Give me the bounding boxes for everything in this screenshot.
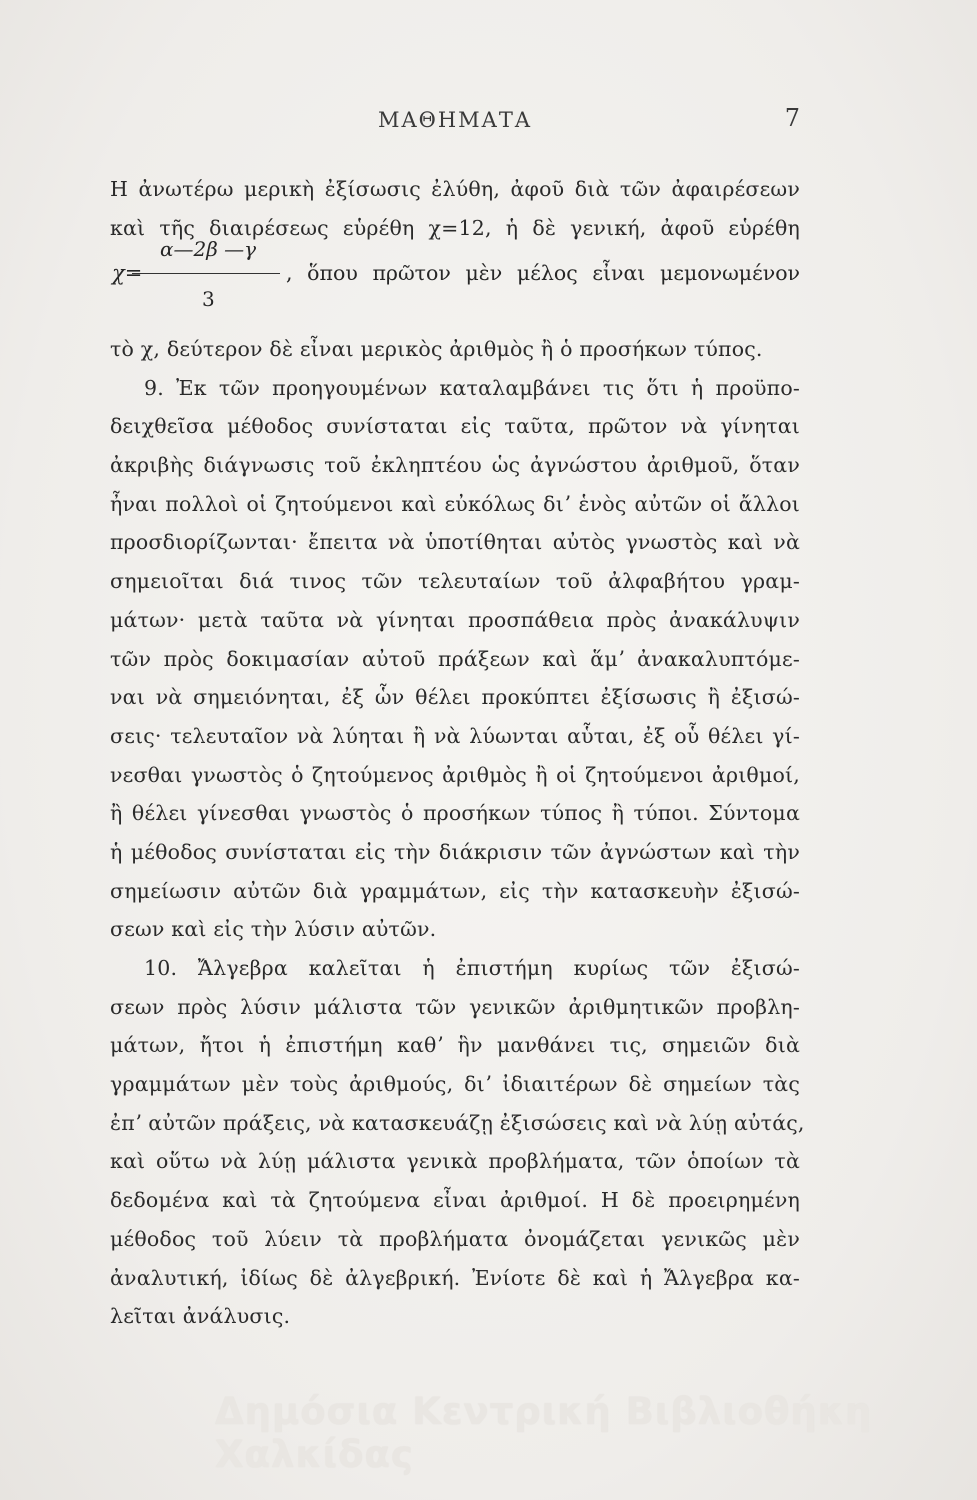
text-line: σεων καὶ εἰς τὴν λύσιν αὐτῶν. — [110, 917, 437, 942]
text-line: ναι νὰ σημειόνηται, ἐξ ὧν θέλει προκύπτει ἐξίσωσις ἢ ἐξισώ- — [110, 685, 800, 710]
text-line: τῶν πρὸς δοκιμασίαν αὐτοῦ πράξεων καὶ ἅμʼ ἀνακαλυπτόμε- — [110, 646, 800, 671]
text-line: 10. Ἄλγεβρα καλεῖται ἡ ἐπιστήμη κυρίως τῶν ἐξισώ- — [144, 956, 800, 980]
text-line: ἦναι πολλοὶ οἱ ζητούμενοι καὶ εὐκόλως διʼ ἑνὸς αὐτῶν οἱ ἄλλοι — [110, 491, 800, 516]
text-line: μέθοδος τοῦ λύειν τὰ προβλήματα ὀνομάζεται γενικῶς μὲν — [110, 1226, 800, 1251]
text-line: καὶ τῆς διαιρέσεως εὑρέθη χ=12, ἡ δὲ γενική, ἀφοῦ εὑρέθη — [110, 215, 800, 240]
text-line: καὶ οὕτω νὰ λύῃ μάλιστα γενικὰ προβλήματα, τῶν ὁποίων τὰ — [110, 1149, 800, 1174]
text-line: νεσθαι γνωστὸς ὁ ζητούμενος ἀριθμὸς ἢ οἱ ζητούμενοι ἀριθμοί, — [110, 762, 800, 787]
formula-denominator: 3 — [202, 287, 215, 311]
formula-variable: χ= — [112, 261, 143, 285]
text-line: Η ἀνωτέρω μερικὴ ἐξίσωσις ἐλύθη, ἀφοῦ διὰ τῶν ἀφαιρέσεων — [110, 177, 800, 201]
text-line: ἡ μέθοδος συνίσταται εἰς τὴν διάκρισιν τῶν ἀγνώστων καὶ τὴν — [110, 839, 800, 864]
library-watermark: Δημόσια Κεντρική Βιβλιοθήκη Χαλκίδας — [215, 1390, 873, 1476]
text-line: ἀναλυτική, ἰδίως δὲ ἀλγεβρική. Ἐνίοτε δὲ καὶ ἡ Ἄλγεβρα κα- — [110, 1265, 800, 1290]
text-line: δεδομένα καὶ τὰ ζητούμενα εἶναι ἀριθμοί. Η δὲ προειρημένη — [110, 1188, 800, 1213]
text-line: τὸ χ, δεύτερον δὲ εἶναι μερικὸς ἀριθμὸς ἢ ὁ προσήκων τύπος. — [110, 337, 763, 361]
text-line: γραμμάτων μὲν τοὺς ἀριθμούς, διʼ ἰδιαιτέρων δὲ σημείων τὰς — [110, 1072, 800, 1097]
text-line: 9. Ἐκ τῶν προηγουμένων καταλαμβάνει τις ὅτι ἡ προϋπο- — [144, 375, 800, 400]
text-line: μάτων, ἤτοι ἡ ἐπιστήμη καθʼ ἣν μανθάνει τις, σημειῶν διὰ — [110, 1033, 800, 1058]
text-line: ἀκριβὴς διάγνωσις τοῦ ἐκληπτέου ὡς ἀγνώστου ἀριθμοῦ, ὅταν — [110, 453, 800, 478]
body-text-top — [110, 170, 800, 247]
text-line: μάτων· μετὰ ταῦτα νὰ γίνηται προσπάθεια πρὸς ἀνακάλυψιν — [110, 607, 800, 632]
text-line: σημειοῖται διά τινος τῶν τελευταίων τοῦ ἀλφαβήτου γραμ- — [110, 569, 800, 594]
page-header — [110, 104, 800, 140]
text-line: προσδιορίζωνται· ἔπειτα νὰ ὑποτίθηται αὐτὸς γνωστὸς καὶ νὰ — [110, 530, 800, 555]
page-number: 7 — [784, 104, 800, 132]
fraction-bar — [132, 273, 280, 274]
formula — [110, 237, 800, 327]
formula-numerator: α—2β —γ — [160, 237, 257, 261]
text-line: σημείωσιν αὐτῶν διὰ γραμμάτων, εἰς τὴν κατασκευὴν ἐξισώ- — [110, 878, 800, 903]
text-line: δειχθεῖσα μέθοδος συνίσταται εἰς ταῦτα, πρῶτον νὰ γίνηται — [110, 414, 800, 439]
text-line: ἢ θέλει γίνεσθαι γνωστὸς ὁ προσήκων τύπος ἢ τύποι. Σύντομα — [110, 801, 800, 826]
body-text — [110, 330, 805, 1336]
text-line: σεων πρὸς λύσιν μάλιστα τῶν γενικῶν ἀριθμητικῶν προβλη- — [110, 994, 800, 1019]
running-title: ΜΑΘΗΜΑΤΑ — [377, 108, 533, 132]
formula-trailing-text: , ὅπου πρῶτον μὲν μέλος εἶναι μεμονωμένον — [286, 261, 800, 285]
text-line: σεις· τελευταῖον νὰ λύηται ἢ νὰ λύωνται αὗται, ἐξ οὗ θέλει γί- — [110, 723, 800, 748]
text-line: λεῖται ἀνάλυσις. — [110, 1304, 291, 1329]
text-line: ἐπʼ αὐτῶν πράξεις, νὰ κατασκευάζῃ ἐξισώσεις καὶ νὰ λύῃ αὐτάς, — [110, 1110, 805, 1135]
